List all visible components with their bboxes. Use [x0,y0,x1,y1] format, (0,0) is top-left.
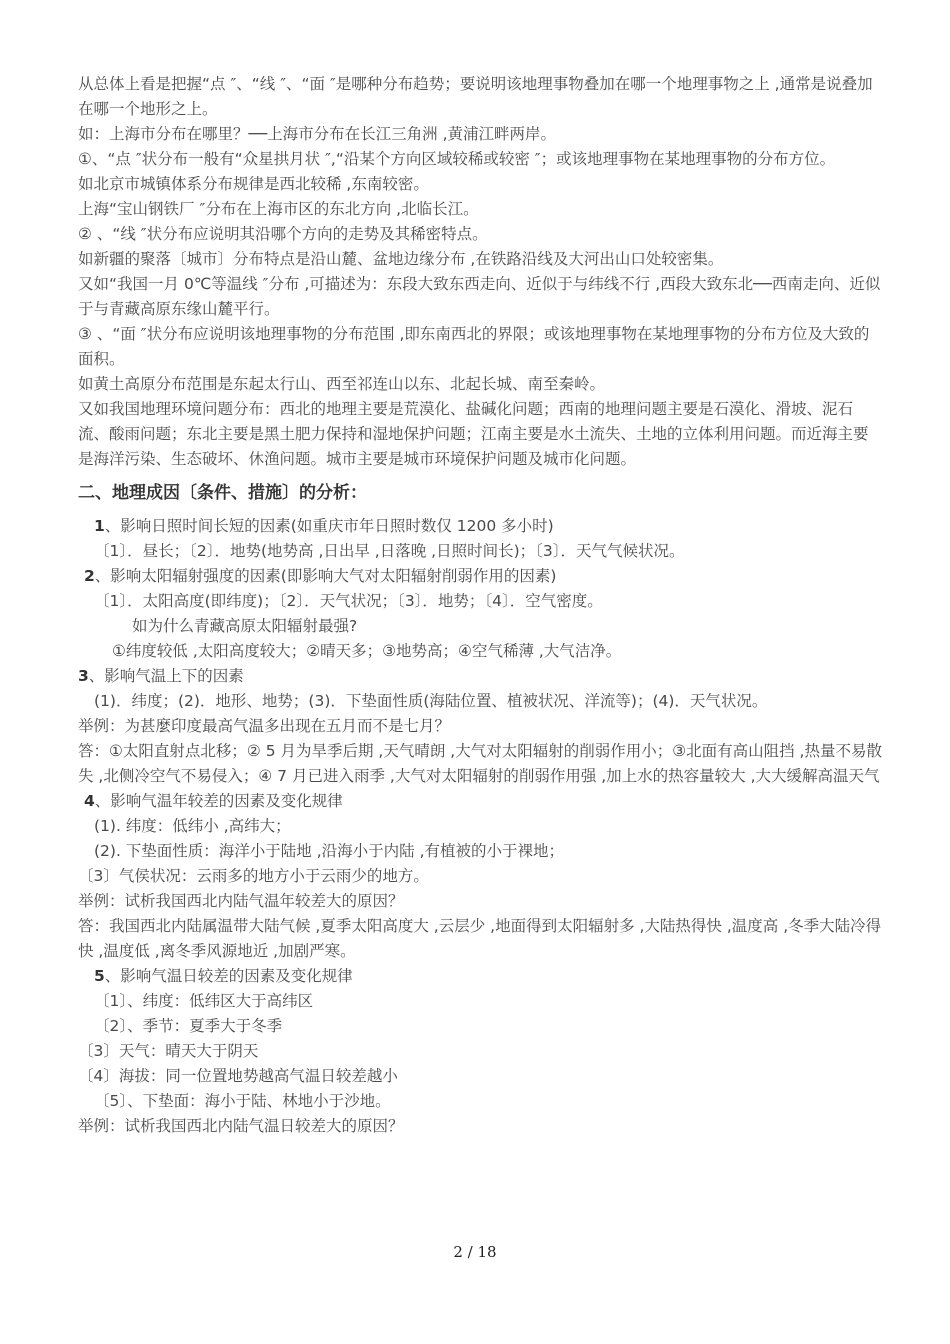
paragraph [68,989,883,1014]
paragraph [68,839,883,864]
item-number: 1 [94,517,105,535]
paragraph-text: 、影响气温年较差的因素及变化规律 [94,792,343,810]
paragraph-text: (2). 下垫面性质：海洋小于陆地 ,沿海小于内陆 ,有植被的小于裸地； [94,842,565,860]
paragraph [68,222,883,247]
paragraph [68,172,883,197]
analysis-paragraphs [68,514,883,1139]
paragraph-text: 又如“我国一月 0℃等温线 ″分布 ,可描述为：东段大致东西走向、近似于与纬线不行 ,西段大致东北──西南走向、近似于与青藏高原东缘山麓平行。 [78,275,881,318]
paragraph [68,789,883,814]
paragraph-text: ①纬度较低 ,太阳高度较大；②晴天多；③地势高；④空气稀薄 ,大气洁净。 [112,642,622,660]
item-number: 3 [78,667,89,685]
paragraph-text: 、影响太阳辐射强度的因素(即影响大气对太阳辐射削弱作用的因素) [94,567,557,585]
paragraph-text: (1). 纬度：低纬小 ,高纬大； [94,817,291,835]
paragraph [68,639,883,664]
paragraph-text: 举例：试析我国西北内陆气温年较差大的原因？ [78,892,404,910]
paragraph-text: 〔4〕海拔：同一位置地势越高气温日较差越小 [78,1067,398,1085]
paragraph-text: 、影响气温上下的因素 [88,667,244,685]
paragraph [68,1114,883,1139]
paragraph-text: 〔1〕、纬度：低纬区大于高纬区 [94,992,314,1010]
paragraph-text: 答：①太阳直射点北移；② 5 月为旱季后期 ,天气晴朗 ,大气对太阳辐射的削弱作用小；③北面有高山阻挡 ,热量不易散失 ,北侧冷空气不易侵入；④ 7 月已进入雨季 ,大气对太阳辐射的削弱作用强 ,加上水的热容量较大 ,大大缓解高温天气 [78,742,882,785]
paragraph-text: 上海“宝山钢铁厂 ″分布在上海市区的东北方向 ,北临长江。 [78,200,479,218]
page-content [68,72,883,1139]
paragraph [68,689,883,714]
paragraph-text: 又如我国地理环境问题分布：西北的地理主要是荒漠化、盐碱化问题；西南的地理问题主要是石漠化、滑坡、泥石流、酸雨问题；东北主要是黑土肥力保持和湿地保护问题；江南主要是水土流失、土地的立体利用问题。而近海主要是海洋污染、生态破坏、休渔问题。城市主要是城市环境保护问题及城市化问题。 [78,400,869,468]
paragraph-text: 如北京市城镇体系分布规律是西北较稀 ,东南较密。 [78,175,429,193]
paragraph [68,914,883,964]
paragraph [68,1089,883,1114]
paragraph [68,664,883,689]
paragraph-text: 〔1〕．昼长；〔2〕．地势(地势高 ,日出早 ,日落晚 ,日照时间长)；〔3〕．天气气候状况。 [94,542,685,560]
paragraph-text: 、影响气温日较差的因素及变化规律 [104,967,353,985]
paragraph [68,814,883,839]
paragraph-text: 〔2〕、季节：夏季大于冬季 [94,1017,283,1035]
paragraph [68,1064,883,1089]
paragraph [68,272,883,322]
paragraph-text: ①、“点 ″状分布一般有“众星拱月状 ″,“沿某个方向区域较稀或较密 ″；或该地理事物在某地理事物的分布方位。 [78,150,836,168]
paragraph-text: 答：我国西北内陆属温带大陆气候 ,夏季太阳高度大 ,云层少 ,地面得到太阳辐射多 ,大陆热得快 ,温度高 ,冬季大陆冷得快 ,温度低 ,离冬季风源地近 ,加剧严寒。 [78,917,882,960]
page-number: 2 / 18 [453,1243,497,1261]
paragraph [68,864,883,889]
paragraph [68,197,883,222]
paragraph-text: 〔3〕气侯状况：云雨多的地方小于云雨少的地方。 [78,867,429,885]
item-number: 2 [84,567,95,585]
paragraph [68,589,883,614]
paragraph [68,964,883,989]
paragraph [68,322,883,372]
paragraph [68,1039,883,1064]
paragraph-text: 〔1〕．太阳高度(即纬度)；〔2〕．天气状况；〔3〕．地势；〔4〕．空气密度。 [94,592,603,610]
paragraph-text: 〔5〕、下垫面：海小于陆、林地小于沙地。 [94,1092,391,1110]
paragraph [68,247,883,272]
paragraph-text: ③ 、“面 ″状分布应说明该地理事物的分布范围 ,即东南西北的界限；或该地理事物在某地理事物的分布方位及大致的面积。 [78,325,870,368]
paragraph [68,889,883,914]
paragraph [68,1014,883,1039]
paragraph [68,514,883,539]
paragraph [68,739,883,789]
paragraph [68,564,883,589]
paragraph [68,714,883,739]
paragraph-text: 如：上海市分布在哪里？──上海市分布在长江三角洲 ,黄浦江畔两岸。 [78,125,557,143]
paragraph-text: 〔3〕天气：晴天大于阴天 [78,1042,259,1060]
paragraph-text: 举例：试析我国西北内陆气温日较差大的原因？ [78,1117,404,1135]
item-number: 4 [84,792,95,810]
paragraph-text: 如为什么青藏高原太阳辐射最强? [132,617,358,635]
paragraph-text: 如新疆的聚落〔城市〕分布特点是沿山麓、盆地边缘分布 ,在铁路沿线及大河出山口处较密集。 [78,250,724,268]
paragraph-text: 、影响日照时间长短的因素(如重庆市年日照时数仅 1200 多小时) [104,517,554,535]
paragraph-text: 举例：为甚麼印度最高气温多出现在五月而不是七月？ [78,717,451,735]
paragraph-text: ② 、“线 ″状分布应说明其沿哪个方向的走势及其稀密特点。 [78,225,488,243]
paragraph [68,539,883,564]
section-heading: 二、地理成因〔条件、措施〕的分析： [78,483,367,503]
paragraph-text: 从总体上看是把握“点 ″、“线 ″、“面 ″是哪种分布趋势；要说明该地理事物叠加在哪一个地理事物之上 ,通常是说叠加在哪一个地形之上。 [78,75,873,118]
paragraph-text: 如黄土高原分布范围是东起太行山、西至祁连山以东、北起长城、南至秦岭。 [78,375,606,393]
intro-paragraphs [68,72,883,472]
paragraph [68,397,883,472]
paragraph [68,122,883,147]
paragraph [68,614,883,639]
paragraph [68,72,883,122]
item-number: 5 [94,967,105,985]
paragraph [68,147,883,172]
paragraph-text: (1)．纬度；(2)．地形、地势；(3)．下垫面性质(海陆位置、植被状况、洋流等)；(4)．天气状况。 [94,692,768,710]
paragraph [68,372,883,397]
